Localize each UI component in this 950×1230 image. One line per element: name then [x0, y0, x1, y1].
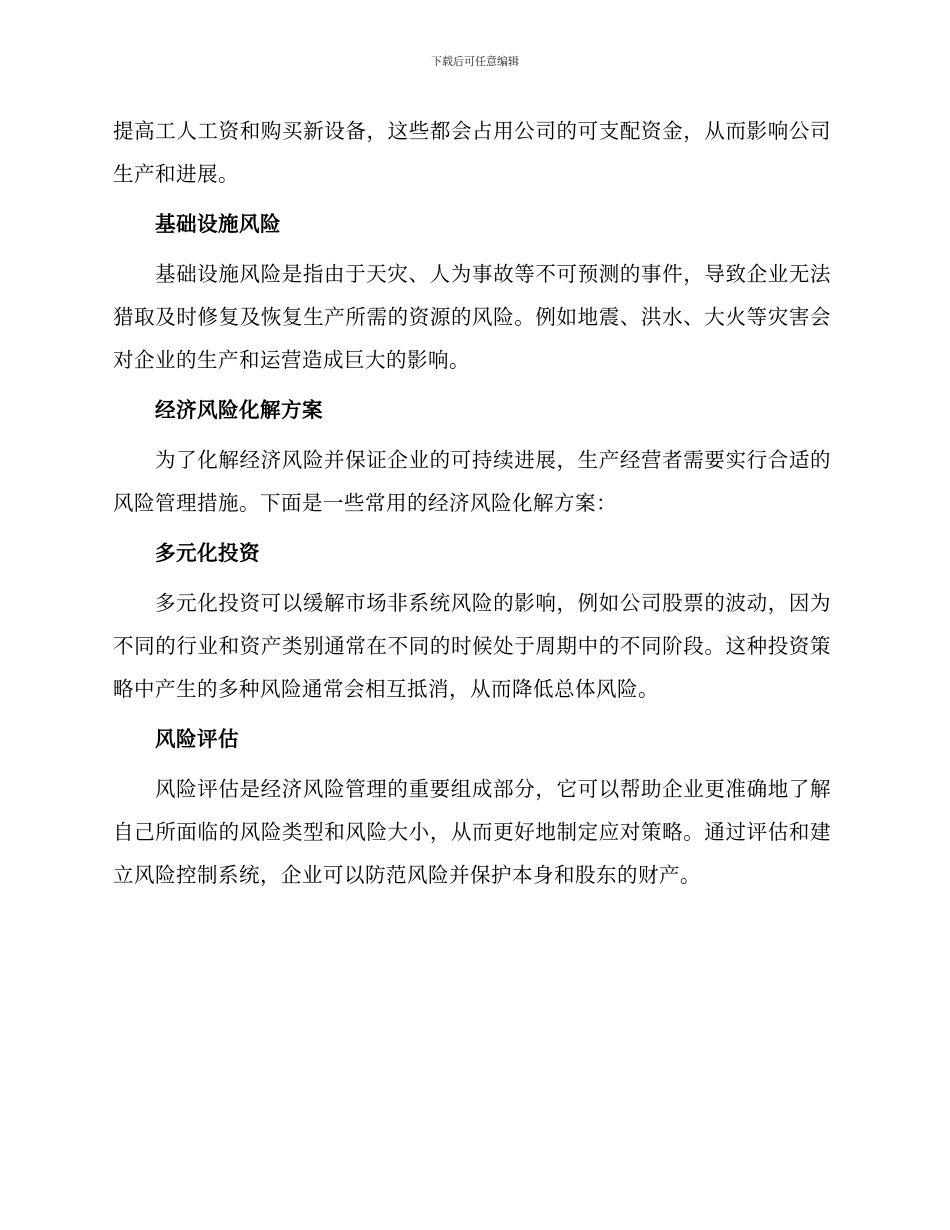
heading-infrastructure-risk: 基础设施风险 [155, 212, 281, 236]
heading-diversified-investment: 多元化投资 [155, 541, 260, 565]
paragraph-infrastructure-risk: 基础设施风险是指由于天灾、人为事故等不可预测的事件，导致企业无法猎取及时修复及恢复生产所需的资源的风险。例如地震、洪水、大火等灾害会对企业的生产和运营造成巨大的影响。 [113, 262, 831, 372]
paragraph-risk-assessment: 风险评估是经济风险管理的重要组成部分，它可以帮助企业更准确地了解自己所面临的风险类型和风险大小，从而更好地制定应对策略。通过评估和建立风险控制系统，企业可以防范风险并保护本身和股东的财产。 [113, 777, 831, 887]
page-header-note: 下载后可任意编辑 [431, 55, 519, 68]
heading-risk-assessment: 风险评估 [155, 727, 239, 751]
paragraph-risk-mitigation-plan: 为了化解经济风险并保证企业的可持续进展，生产经营者需要实行合适的风险管理措施。下面是一些常用的经济风险化解方案： [113, 448, 831, 515]
heading-risk-mitigation-plan: 经济风险化解方案 [155, 398, 323, 422]
paragraph-diversified-investment: 多元化投资可以缓解市场非系统风险的影响，例如公司股票的波动，因为不同的行业和资产类别通常在不同的时候处于周期中的不同阶段。这种投资策略中产生的多种风险通常会相互抵消，从而降低总体风险。 [113, 591, 831, 701]
paragraph-continuation: 提高工人工资和购买新设备，这些都会占用公司的可支配资金，从而影响公司生产和进展。 [113, 119, 831, 186]
document-body [113, 110, 831, 897]
